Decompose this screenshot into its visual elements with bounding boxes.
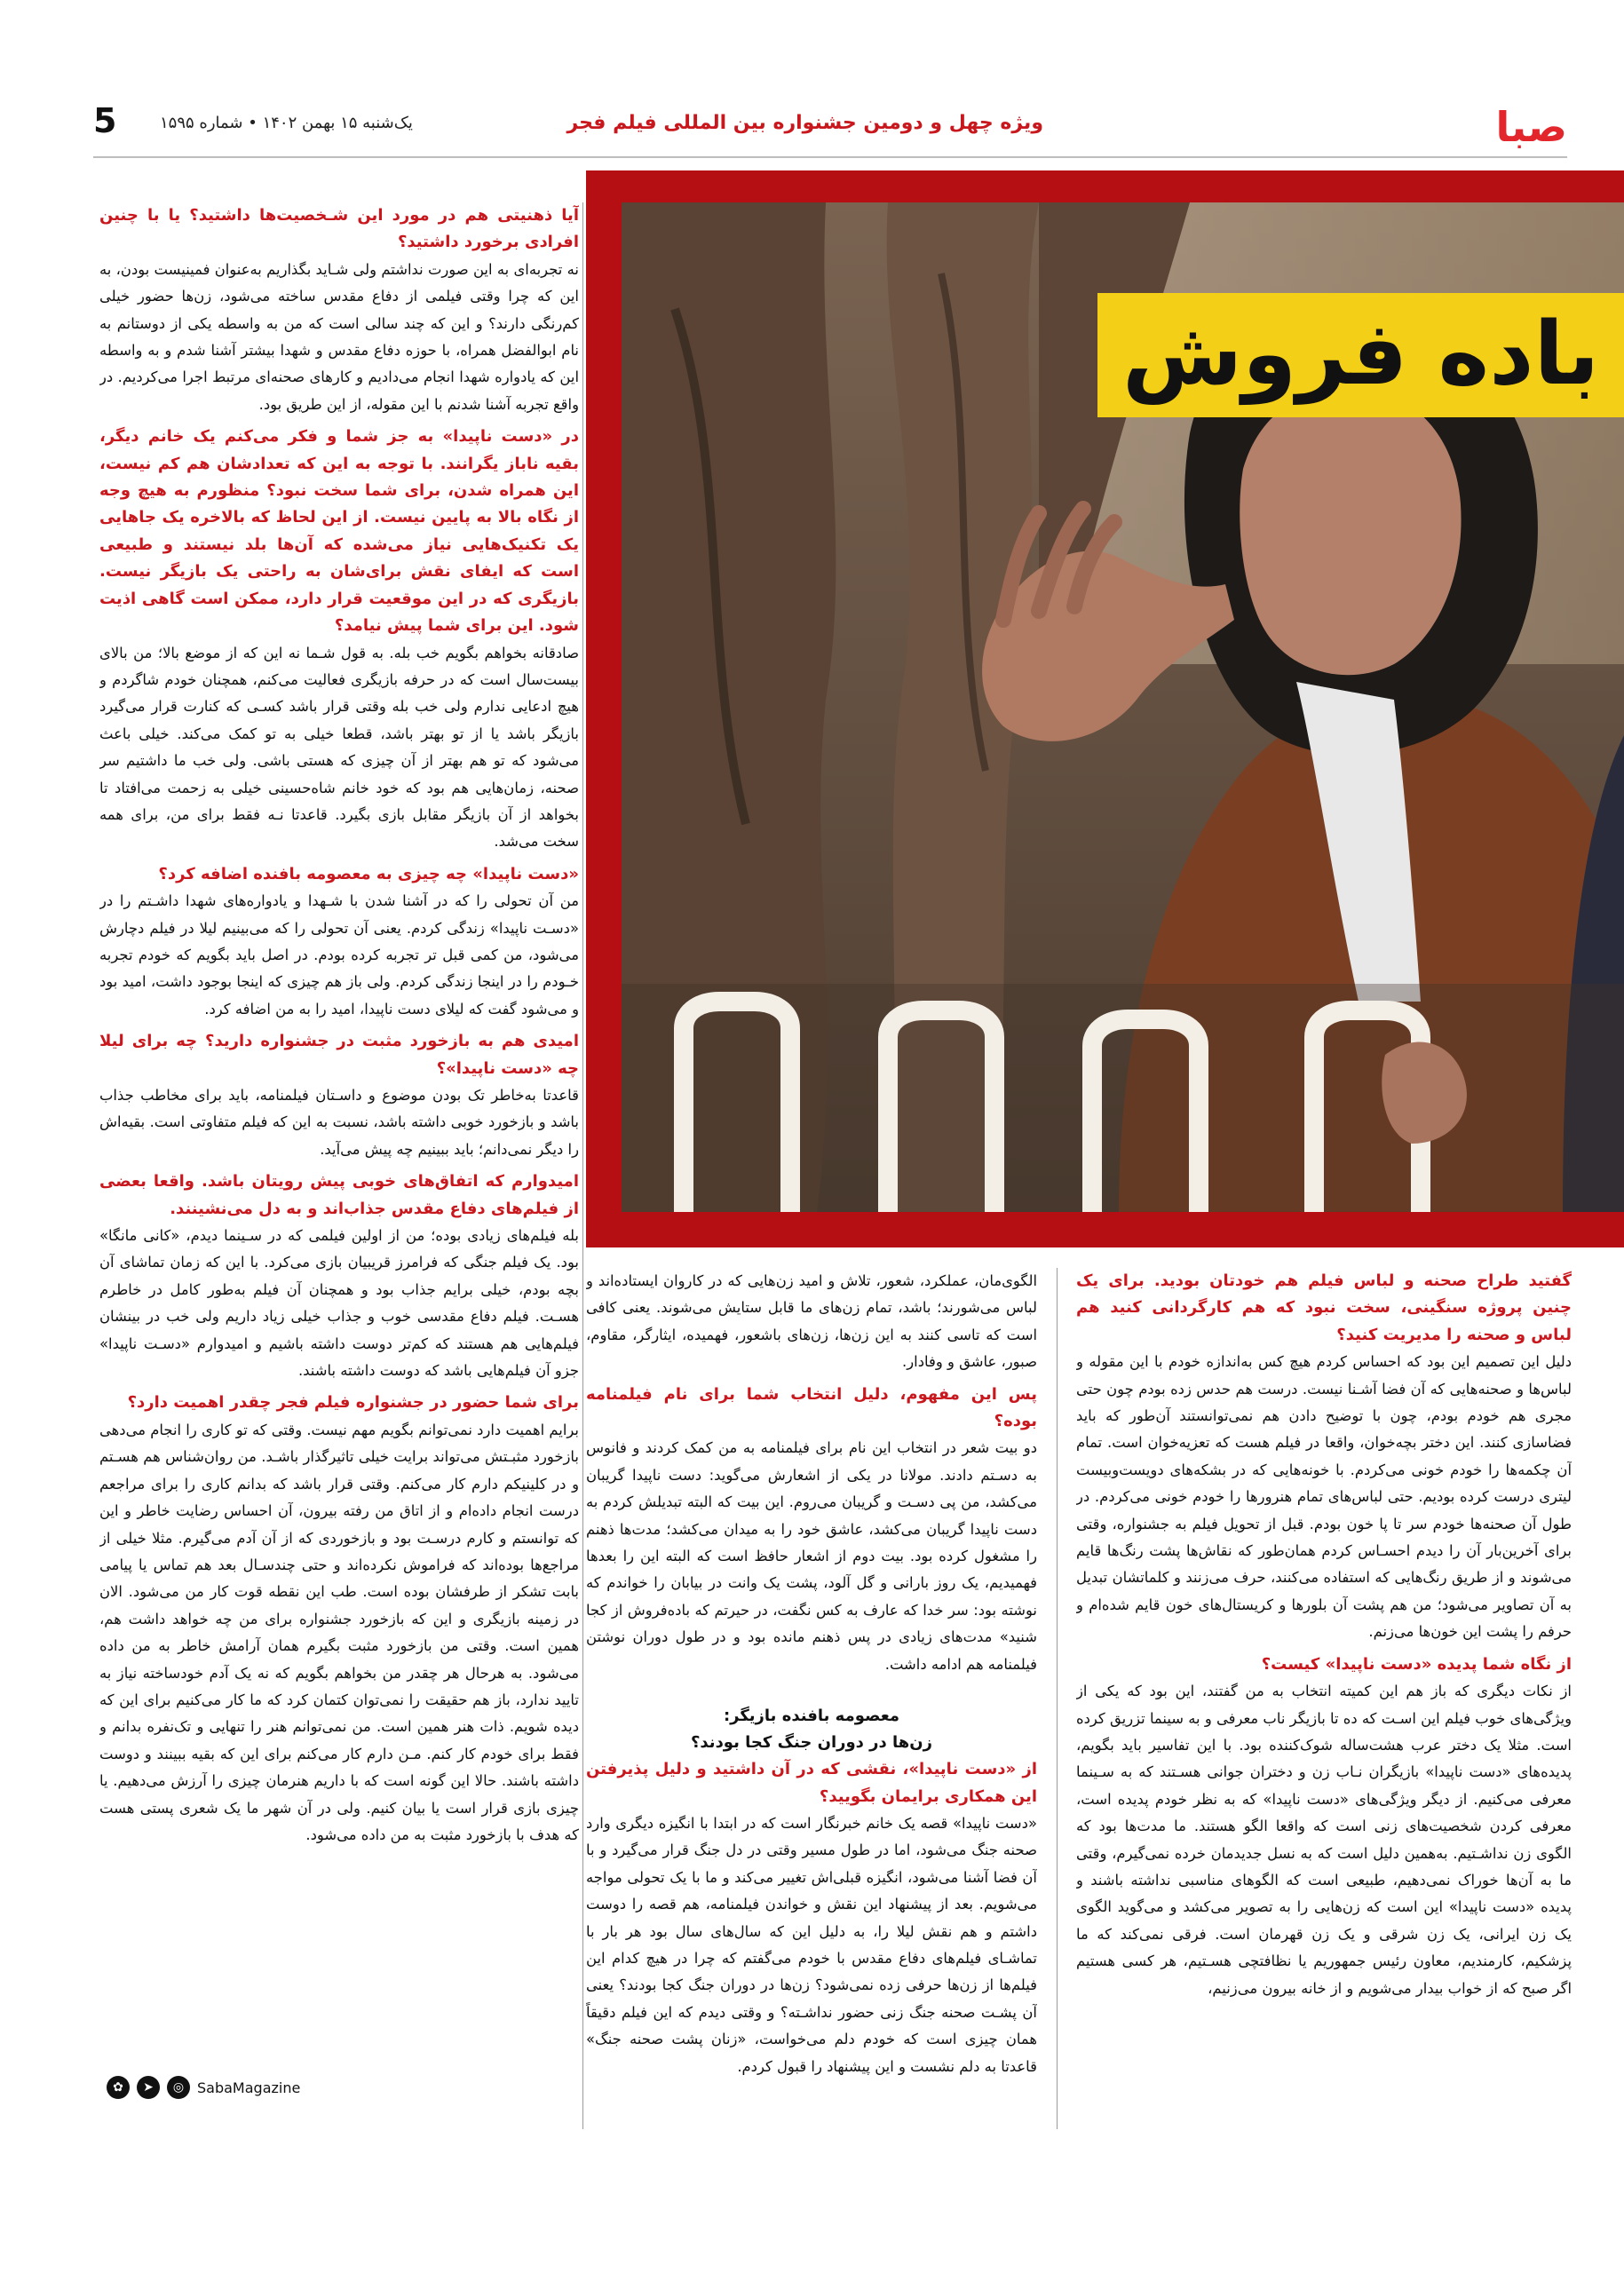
interview-question: در «دست ناپیدا» به جز شما و فکر می‌کنم یک خانم دیگر، بقیه ناباز یگرانند. با توجه به این که تعدادشان هم کم نیست، این همراه شدن، برای شما سخت نبود؟ منظورم به هیچ وجه از نگاه بالا به پایین نیست. از این لحاظ که بالاخره یک جاهایی یک تکنیک‌هایی نیاز می‌شده که آن‌ها بلد نیستند و طبیعی است که ایفای نقش برای‌شان به راحتی یک بازیگر نیست. بازیگری که در این موقعیت قرار دارد، ممکن است گاهی اذیت شود. این برای شما پیش نیامد؟ xyxy=(99,427,579,636)
festival-heading: ویژه چهل و دومین جشنواره بین المللی فیلم فجر xyxy=(566,112,1043,134)
paragraph-spacer xyxy=(1076,2002,1572,2008)
interview-answer: برایم اهمیت دارد نمی‌توانم بگویم مهم نیست. وقتی که تو کاری را انجام می‌دهی بازخورد مثبـتش می‌تواند برایت خیلی تاثیرگذار باشـد. من روان‌شناس هم هسـتم و در کلینیکم دارم کار می‌کنم. وقتی قرار باشد که بدانم کاری را برای مراجعم درست انجام داده‌ام و از اتاق من رفته بیرون، آن احساس رضایت خاطر و این که توانستم و کارم درسـت بود و بازخوردی که از آن آدم می‌گیرم. مثلا خیلی از مراجع‌ها بوده‌اند که فراموش نکرده‌اند و حتی چندسـال بعد هم تماس یا پیامی بابت تشکر از طرفشان بوده است. طب این نقطه قوت کار من می‌شود. الان در زمینه بازیگری و این که بازخورد جشنواره برای من چه خواهد داشت هم، همین است. وقتی من بازخورد مثبت بگیرم همان آرامش خاطر به من داده می‌شود. به هرحال هر چقدر من بخواهم بگویم که نه یک آدم خودساخته نیاز به تایید ندارد، باز هم حقیقت را نمی‌توان کتمان کرد که ما کار می‌کنیم برای این که دیده شویم. ذات هنر همین است. من نمی‌توانم هنر را تنهایی و تک‌نفره بدانم و فقط برای خودم کار کنم. مـن دارم کار می‌کنم برای این که بقیه ببینند و دوست داشته باشند. حالا این گونه است که با داریم هنرمان چیزی را آرزش می‌دهیم. یا چیزی بازی قرار است یا بیان کنیم. ولی در آن شهر ما یک شعری پستی هست که هدف با بازخورد مثبت به من داده می‌شود. xyxy=(99,1421,579,1843)
right-column xyxy=(1076,1268,1572,2129)
middle-column xyxy=(586,1268,1037,2129)
interview-question: آیا ذهنیتی هم در مورد این شـخصیت‌ها داشتید؟ یا با چنین افرادی برخورد داشتید؟ xyxy=(99,206,579,252)
column-divider xyxy=(1057,1268,1058,2129)
hero-title-box xyxy=(1097,293,1624,417)
magazine-logo: صبا xyxy=(1495,103,1567,151)
interview-question: پس این مفهوم، دلیل انتخاب شما برای نام فیلمنامه بوده؟ xyxy=(586,1384,1037,1431)
left-column xyxy=(99,202,579,2129)
interview-question: برای شما حضور در جشنواره فیلم فجر چقدر اهمیت دارد؟ xyxy=(127,1393,579,1413)
telegram-icon[interactable]: ➤ xyxy=(137,2076,160,2099)
interview-answer: بله فیلم‌های زیادی بوده؛ من از اولین فیلمی که در سـینما دیدم، «کانی مانگا» بود. یک فیلم جنگی که فرامرز قریبیان بازی می‌کرد. با این که زمان تماشای آن بچه بودم، خیلی برایم جذاب بود و همچنان آن فیلم به‌طور کامل در خاطرم هسـت. فیلم دفاع مقدسی خوب و جذاب خیلی زیاد داریم ولی خب در بینشان فیلم‌هایی هم هستند که کم‌تر دوست داشته باشیم و امیدوارم «دسـت ناپیدا» جزو آن فیلم‌هایی باشد که دوست داشته باشند. xyxy=(99,1227,579,1380)
page-header xyxy=(93,96,1567,149)
hero-title: باده فروش xyxy=(1122,304,1600,405)
interview-answer: نه تجربه‌ای به این صورت نداشتم ولی شـاید بگذاریم به‌عنوان فمینیست بودن، به این که چرا وقتی فیلمی از دفاع مقدس ساخته می‌شود، زن‌ها حضور خیلی کم‌رنگی دارند؟ و این که چند سالی است که من به واسطه یکی از دوستانم به نام ابوالفضل همراه، با حوزه دفاع مقدس و شهدا بیشتر آشنا شدم و به واسطه این که یادواره شهدا انجام می‌دادیم و کارهای صحنه‌ای مرتبط اجرا می‌کردیم. در واقع تجربه آشنا شدنم با این مقوله، از این طریق بود. xyxy=(99,260,579,413)
interview-subhead: معصومه بافنده بازیگر: xyxy=(723,1707,900,1726)
paragraph-spacer xyxy=(586,2080,1037,2086)
social-bar xyxy=(107,2071,497,2104)
interview-question: «دست ناپیدا» چه چیزی به معصومه بافنده اضافه کرد؟ xyxy=(158,864,579,883)
interview-answer: صادقانه بخواهم بگویم خب بله. به قول شـما نه این که از موضع بالا؛ من بالای بیست‌سال است که در حرفه بازیگری فعالیت می‌کنم، همچنان خودم شاگردم و هیچ ادعایی ندارم ولی خب بله وقتی قرار باشد کسـی که کنارت قرار می‌گیرد بازیگر باشد یا از تو بهتر باشد، قطعا خیلی به تو کمک می‌کند. خیلی باعث می‌شود که تو هم بهتر از آن چیزی که هستی باشی. ولی خب ما داشتیم سر صحنه، زمان‌هایی هم بود که خود خانم شاه‌حسینی خیلی به زحمت می‌افتاد تا بخواهد از آن بازیگر مقابل بازی بگیرد. قاعدتا نـه فقط برای من، برای همه سخت می‌شد. xyxy=(99,644,579,851)
interview-answer: «دست ناپیدا» قصه یک خانم خبرنگار است که در ابتدا با انگیزه دیگری وارد صحنه جنگ می‌شود، اما در طول مسیر وقتی در دل جنگ قرار می‌گیرد و با آن فضا آشنا می‌شود، انگیزه قبلی‌اش تغییر می‌کند و ما با یک تحولی مواجه می‌شویم. بعد از پیشنهاد این نقش و خواندن فیلمنامه، هم قصه را دوست داشتم و هم نقش لیلا را، به دلیل این که سال‌های سال بود هر بار با تماشـای فیلم‌های دفاع مقدس با خودم می‌گفتم که چرا در هیچ کدام این فیلم‌ها از زن‌ها حرفی زده نمی‌شود؟ زن‌ها در دوران جنگ کجا بودند؟ یعنی آن پشـت صحنه جنگ زنی حضور نداشـته؟ و وقتی دیدم که این فیلم دقیقاً همان چیزی است که خودم دلم می‌خواست، «زنان پشت صحنه جنگ» قاعدتا به دلم نشست و این پیشنهاد را قبول کردم. xyxy=(586,1814,1037,2075)
interview-question: امیدوارم که اتفاق‌های خوبی پیش رویتان باشد. واقعا بعضی از فیلم‌های دفاع مقدس جذاب‌اند و به دل می‌نشینند. xyxy=(99,1172,579,1218)
social-handle: SabaMagazine xyxy=(197,2079,301,2096)
interview-answer: من آن تحولی را که در آشنا شدن با شـهدا و یادواره‌های شهدا داشـتم را در «دسـت ناپیدا» زندگی کردم. یعنی آن تحولی را که می‌بینیم لیلا در فیلم دچارش می‌شود، من کمی قبل تر تجربه کرده بودم. در اصل باید بگویم که خودم تجربه خـودم را در اینجا زندگی کردم. ولی باز هم چیزی که اینجا بوجود داشت، امید بود و می‌شود گفت که لیلای دست ناپیدا، امید را به من اضافه کرد. xyxy=(99,892,579,1018)
middle-column-bottom xyxy=(586,1756,1037,2086)
interview-answer: از نکات دیگری که باز هم این کمیته انتخاب به من گفتند، این بود که یکی از ویژگی‌های خوب فیلم این اسـت که ده تا بازیگر ناب معرفی و به سینما تزریق کرده است. مثلا یک دختر عرب هشت‌ساله شوک‌کننده بود. با این تفاسیر باید بگویم، پدیده‌های «دست ناپیدا» بازیگران نـاب زن و دختران جوانی هسـتند که به سـینما معرفی می‌کنیم. از دیگر ویژگی‌های «دست ناپیدا» که به نظر خودم پدیده است، معرفی کردن شخصیت‌های زنی است که واقعا الگو هستند. ما مدت‌ها بود که الگوی زن نداشـتیم. به‌همین دلیل است که به نسل جدیدمان خرده نمی‌گیرم، وقتی ما به آن‌ها خوراک نمی‌دهیم، طبیعی است که الگوهای مناسبی نداشته باشند و پدیده «دست ناپیدا» این است که زن‌هایی را به تصویر می‌کشد و می‌گوید الگوی یک زن ایرانی، یک زن شرقی و یک زن قهرمان است. فرقی نمی‌کند که ما پزشکیم، کارمندیم، معاون رئیس جمهوریم یا نظافتچی هسـتیم، هر کسی هستیم اگر صبح که از خواب بیدار می‌شویم و از خانه بیرون می‌زنیم، xyxy=(1076,1683,1572,1997)
paragraph-spacer xyxy=(99,1849,579,1854)
aparat-icon[interactable]: ✿ xyxy=(107,2076,130,2099)
interview-answer: الگوی‌مان، عملکرد، شعور، تلاش و امید زن‌هایی که در کاروان ایستاده‌اند و لباس می‌شورند؛ باشد، تمام زن‌های ما قابل ستایش می‌شوند. یعنی کافی است که تاسی کنند به این زن‌ها، زن‌های باشعور، فهمیده، ایثارگر، مقاوم، صبور، عاشق و وفادار. xyxy=(586,1272,1037,1371)
page-number: 5 xyxy=(93,101,117,140)
interview-answer: قاعدتا به‌خاطر تک بودن موضوع و داسـتان فیلمنامه، باید برای مخاطب جذاب باشد و بازخورد خوبی داشته باشد، نسبت به این که فیلم متفاوتی است. بقیه‌اش را دیگر نمی‌دانم؛ باید ببینیم چه پیش می‌آید. xyxy=(99,1087,579,1158)
instagram-icon[interactable]: ◎ xyxy=(167,2076,190,2099)
interview-question: از نگاه شما پدیده «دست ناپیدا» کیست؟ xyxy=(1261,1654,1572,1674)
interview-answer: دلیل این تصمیم این بود که احساس کردم هیچ کس به‌اندازه خودم با این مقوله و لباس‌ها و صحنه‌هایی که آن فضا آشـنا نیست. درست هم حدس زده بودم چون حتی مجری هم خودم بودم، چون با توضیح دادن هم نمی‌توانستند آن‌طور که باید فضاسازی کنند. این دختر بچه‌خوان، واقعا در فیلم هست که تعزیه‌خوان است. تمام آن چکمه‌ها را خودم خونی می‌کردم. با خونه‌هایی که در بشکه‌های دویست‌وبیست لیتری درست کرده بودیم. حتی لباس‌های تمام هنرورها را خودم خونی می‌کردم. در طول آن صحنه‌ها خودم سر تا پا خون بودم. قبل از تحویل فیلم به جشنواره، وقتی برای آخرین‌بار آن را دیدم احسـاس کردم همان‌طور که نقاش‌ها پشت رنگ‌ها قایم می‌شوند و از طریق رنگ‌هایی که استفاده می‌کنند، حرف می‌زنند و کلماتشان تبدیل به آن تصاویر می‌شود؛ من هم پشت آن بلورها و کریستال‌های خون قایم شده‌ام و حرفم را پشت این خون‌ها می‌زنم. xyxy=(1076,1353,1572,1641)
header-divider xyxy=(93,156,1567,158)
interview-question: امیدی هم به بازخورد مثبت در جشنواره دارید؟ چه برای لیلا چه «دست ناپیدا»؟ xyxy=(99,1032,579,1078)
interview-question: گفتید طراح صحنه و لباس فیلم هم خودتان بودید. برای یک چنین پروژه سنگینی، سخت نبود که هم کارگردانی کنید هم لباس و صحنه را مدیریت کنید؟ xyxy=(1076,1271,1572,1344)
interview-answer: دو بیت شعر در انتخاب این نام برای فیلمنامه به من کمک کردند و فانوس به دسـتم دادند. مولانا در یکی از اشعارش می‌گوید: دست ناپیدا گریبان می‌کشد، من پی دسـت و گریبان می‌روم. این بیت که البته تبدیلش کردم به دست ناپیدا گریبان می‌کشد، عاشق خود را به میدان می‌کشد؛ مدت‌ها ذهنم را مشغول کرده بود. بیت دوم از اشعار حافظ است که البته این را بعدها فهمیدیم، یک روز بارانی و گل آلود، پشت یک وانت در بیابان را خواندم که نوشته بود: سر خدا که عارف به کس نگفت، در حیرتم که باده‌فروش از کجا شنید» مدت‌های زیادی در پس ذهنم مانده بود و در طول دوران نوشتن فیلمنامه هم ادامه داشت. xyxy=(586,1439,1037,1673)
interview-subhead-2: زن‌ها در دوران جنگ کجا بودند؟ xyxy=(690,1733,933,1753)
middle-column-top xyxy=(586,1268,1037,1683)
issue-dateline: یک‌شنبه ۱۵ بهمن ۱۴۰۲ • شماره ۱۵۹۵ xyxy=(160,114,413,132)
interview-question: از «دست ناپیدا»، نقشی که در آن داشتید و دلیل پذیرفتن این همکاری برایمان بگویید؟ xyxy=(586,1760,1037,1806)
column-divider xyxy=(582,202,583,2129)
